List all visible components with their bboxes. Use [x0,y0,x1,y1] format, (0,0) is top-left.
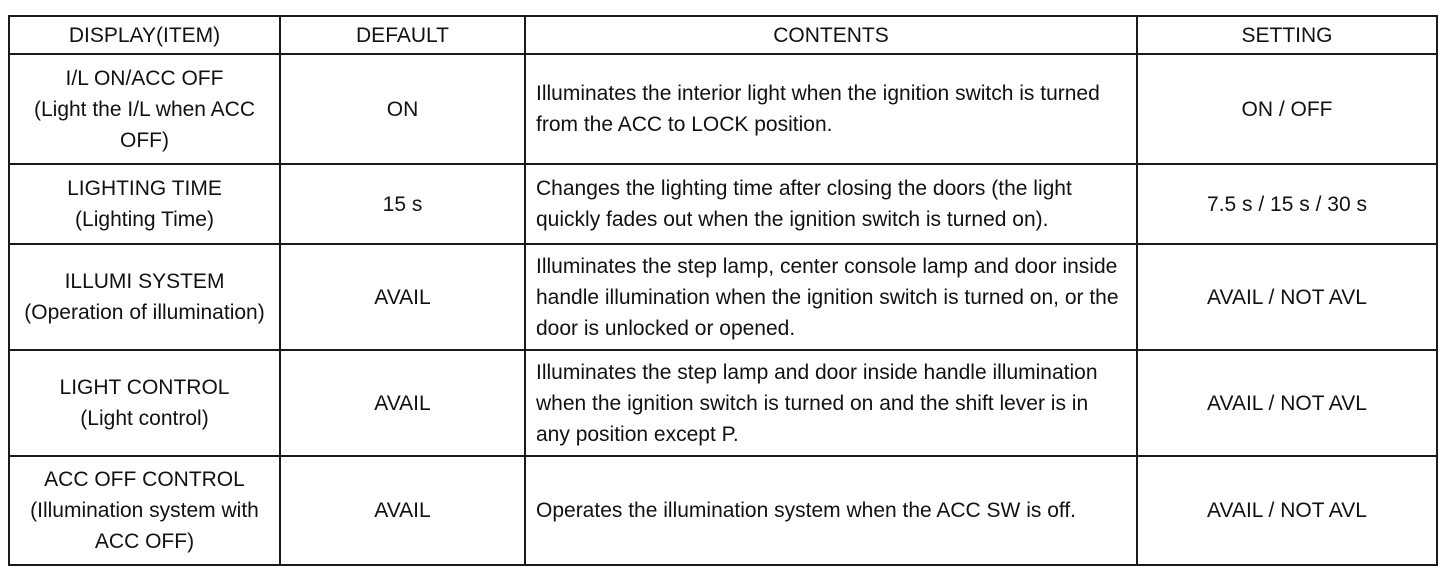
table-row [9,54,1437,164]
setting-options-cell: AVAIL / NOT AVL [1137,244,1437,350]
display-item-line: LIGHT CONTROL [59,376,230,399]
contents-cell: Illuminates the interior light when the ignition switch is turned from the ACC to LOCK position. [525,54,1137,164]
default-value-cell: ON [280,54,525,164]
setting-options-cell: AVAIL / NOT AVL [1137,350,1437,456]
table-header-row [9,16,1437,54]
display-item-line: (Operation of illumination) [24,301,265,324]
table-row [9,350,1437,456]
header-display-item: DISPLAY(ITEM) [9,16,280,54]
setting-options-cell: AVAIL / NOT AVL [1137,456,1437,565]
display-item-cell [9,54,280,164]
contents-cell: Illuminates the step lamp and door inside handle illumination when the ignition switch is turned on and the shift lever is in any position except P. [525,350,1137,456]
default-value-cell: AVAIL [280,244,525,350]
display-item-cell [9,456,280,565]
display-item-line: OFF) [120,128,169,152]
setting-options-cell: 7.5 s / 15 s / 30 s [1137,164,1437,244]
settings-table [8,15,1438,566]
header-default: DEFAULT [280,16,525,54]
setting-options-cell: ON / OFF [1137,54,1437,164]
display-item-line: ILLUMI SYSTEM [64,270,225,293]
display-item-line: (Light the I/L when ACC [33,97,255,121]
default-value-cell: AVAIL [280,350,525,456]
display-item-line: (Lighting Time) [75,208,214,231]
display-item-line: (Light control) [80,407,209,430]
display-item-cell [9,244,280,350]
table-row [9,164,1437,244]
header-setting: SETTING [1137,16,1437,54]
contents-cell: Operates the illumination system when the ACC SW is off. [525,456,1137,565]
table-row [9,456,1437,565]
display-item-cell [9,164,280,244]
display-item-line: I/L ON/ACC OFF [65,66,224,90]
contents-cell: Changes the lighting time after closing the doors (the light quickly fades out when the ignition switch is turned on). [525,164,1137,244]
default-value-cell: 15 s [280,164,525,244]
default-value-cell: AVAIL [280,456,525,565]
header-contents: CONTENTS [525,16,1137,54]
display-item-line: ACC OFF CONTROL [44,468,245,491]
display-item-cell [9,350,280,456]
contents-cell: Illuminates the step lamp, center console lamp and door inside handle illumination when the ignition switch is turned on, or the door is unlocked or opened. [525,244,1137,350]
display-item-line: LIGHTING TIME [67,177,222,200]
table-row [9,244,1437,350]
display-item-line: (Illumination system with [30,499,259,522]
display-item-line: ACC OFF) [94,530,195,553]
